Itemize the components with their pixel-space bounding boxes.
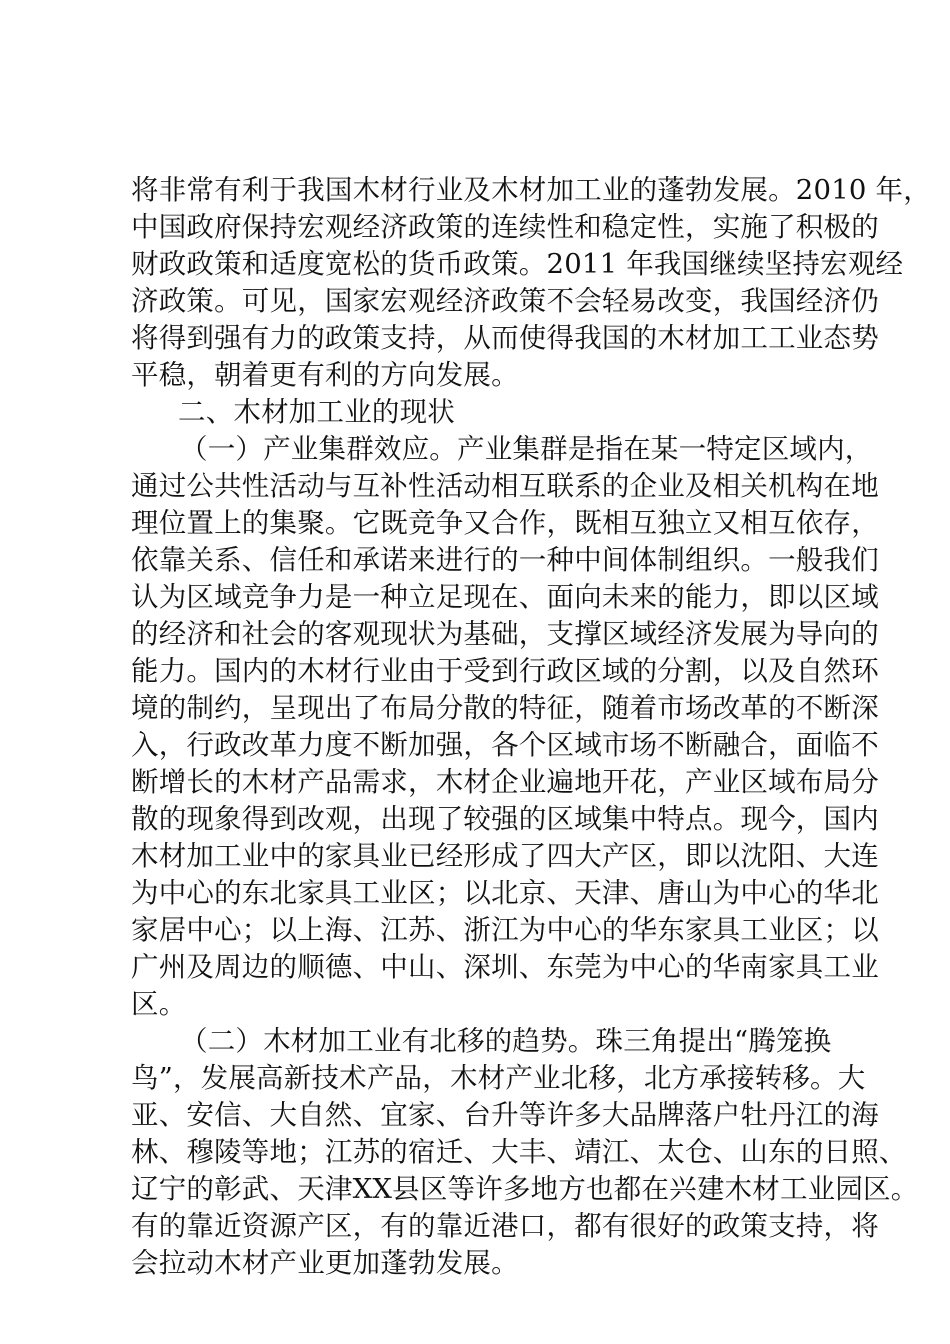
body-line: 依靠关系、信任和承诺来进行的一种中间体制组织。一般我们: [131, 544, 879, 576]
body-line: 通过公共性活动与互补性活动相互联系的企业及相关机构在地: [131, 470, 879, 502]
body-line: 将得到强有力的政策支持，从而使得我国的木材加工工业态势: [131, 322, 879, 354]
body-line: 鸟”，发展高新技术产品，木材产业北移，北方承接转移。大: [131, 1062, 866, 1094]
body-line: 将非常有利于我国木材行业及木材加工业的蓬勃发展。2010 年，: [131, 174, 931, 206]
body-line: 散的现象得到改观，出现了较强的区域集中特点。现今，国内: [131, 803, 879, 835]
body-line: 断增长的木材产品需求，木材企业遍地开花，产业区域布局分: [131, 766, 879, 798]
body-line: 广州及周边的顺德、中山、深圳、东莞为中心的华南家具工业: [131, 951, 879, 983]
body-line: 区。: [131, 988, 187, 1020]
body-line: 木材加工业中的家具业已经形成了四大产区，即以沈阳、大连: [131, 840, 879, 872]
body-line: 会拉动木材产业更加蓬勃发展。: [131, 1247, 519, 1279]
body-line: 辽宁的彰武、天津XX县区等许多地方也都在兴建木材工业园区。: [131, 1173, 919, 1205]
body-line: （二）木材加工业有北移的趋势。珠三角提出“腾笼换: [180, 1025, 832, 1057]
body-line: 济政策。可见，国家宏观经济政策不会轻易改变，我国经济仍: [131, 285, 879, 317]
body-line: 中国政府保持宏观经济政策的连续性和稳定性，实施了积极的: [131, 211, 879, 243]
body-line: 认为区域竞争力是一种立足现在、面向未来的能力，即以区域: [131, 581, 879, 613]
body-line: 亚、安信、大自然、宜家、台升等许多大品牌落户牡丹江的海: [131, 1099, 879, 1131]
section-heading: 二、木材加工业的现状: [178, 396, 455, 428]
body-line: 能力。国内的木材行业由于受到行政区域的分割，以及自然环: [131, 655, 879, 687]
body-line: 为中心的东北家具工业区；以北京、天津、唐山为中心的华北: [131, 877, 879, 909]
body-line: 有的靠近资源产区，有的靠近港口，都有很好的政策支持，将: [131, 1210, 879, 1242]
body-line: 财政政策和适度宽松的货币政策。2011 年我国继续坚持宏观经: [131, 248, 904, 280]
body-line: 理位置上的集聚。它既竞争又合作，既相互独立又相互依存，: [131, 507, 879, 539]
body-line: （一）产业集群效应。产业集群是指在某一特定区域内，: [180, 433, 873, 465]
body-line: 平稳，朝着更有利的方向发展。: [131, 359, 519, 391]
body-line: 境的制约，呈现出了布局分散的特征，随着市场改革的不断深: [131, 692, 879, 724]
body-line: 的经济和社会的客观现状为基础，支撑区域经济发展为导向的: [131, 618, 879, 650]
body-line: 林、穆陵等地；江苏的宿迁、大丰、靖江、太仓、山东的日照、: [131, 1136, 907, 1168]
body-line: 入，行政改革力度不断加强，各个区域市场不断融合，面临不: [131, 729, 879, 761]
body-line: 家居中心；以上海、江苏、浙江为中心的华东家具工业区；以: [131, 914, 879, 946]
